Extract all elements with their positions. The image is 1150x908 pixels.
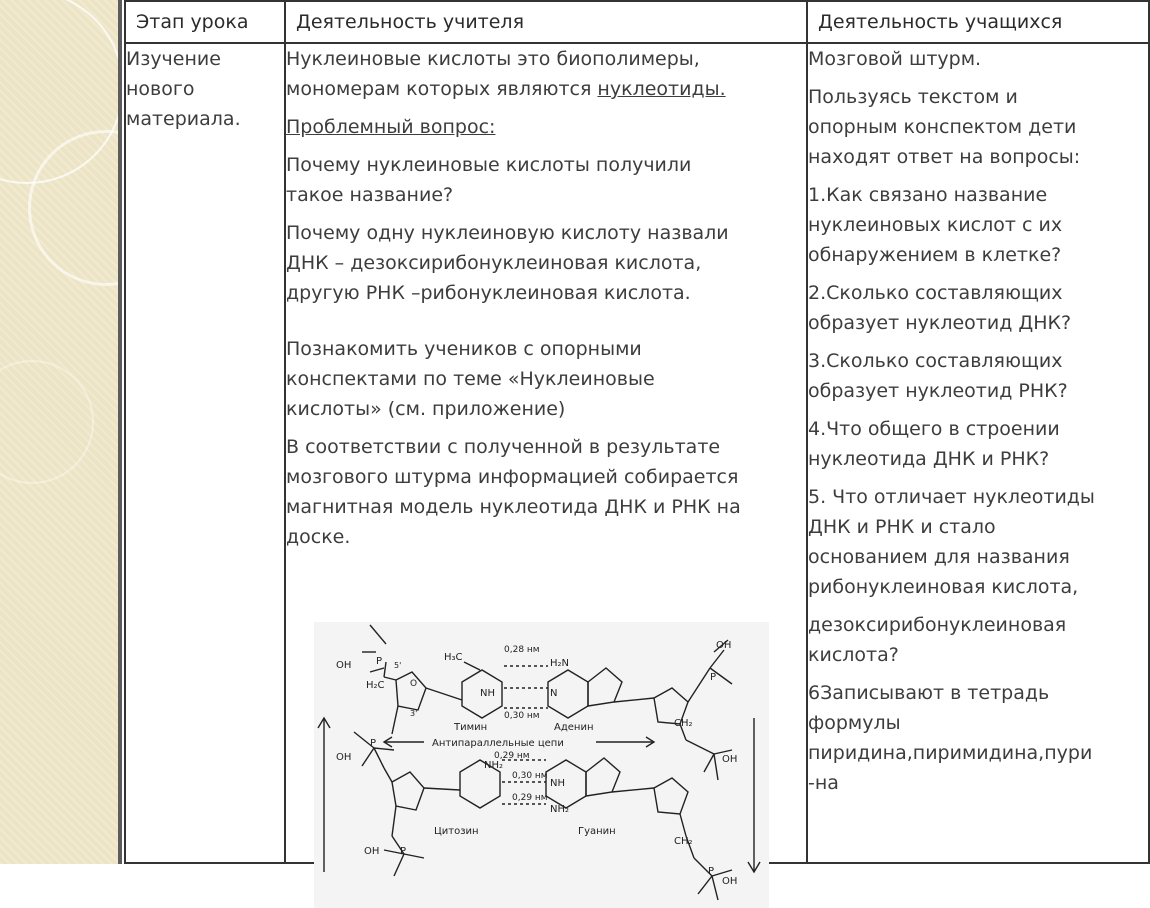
header-teacher: Деятельность учителя — [285, 1, 807, 43]
diagram-label: OH — [336, 660, 352, 671]
diagram-label: NH — [480, 688, 495, 699]
text-line: другую РНК –рибонуклеиновая кислота. — [286, 282, 691, 304]
students-instructions — [808, 82, 1148, 172]
text-line: 1.Как связано название — [808, 184, 1048, 206]
text-line: ДНК – дезоксирибонуклеиновая кислота, — [286, 252, 702, 274]
diagram-label: Аденин — [554, 722, 594, 733]
text-line: ДНК и РНК и стало — [808, 516, 996, 538]
diagram-label: 3' — [410, 709, 418, 718]
diagram-label: OH — [716, 640, 732, 651]
diagram-label: NH₂ — [550, 804, 570, 815]
diagram-label: Тимин — [454, 722, 488, 733]
side-divider — [118, 0, 122, 864]
diagram-label: NH₂ — [484, 760, 504, 771]
diagram-label: Антипараллельные цепи — [432, 738, 564, 749]
problem-question-label — [286, 112, 806, 142]
diagram-label: 0,29 нм — [512, 793, 548, 803]
diagram-label: Цитозин — [434, 826, 479, 837]
nucleotides-term: нуклеотиды. — [597, 78, 726, 100]
teacher-question-1 — [286, 150, 806, 210]
text-line: кислоты» (см. приложение) — [286, 398, 566, 420]
student-question-5-continued — [808, 610, 1148, 670]
text-line: мозгового штурма информацией собирается — [286, 466, 739, 488]
text-line: доске. — [286, 526, 351, 548]
diagram-label: 0,30 нм — [512, 771, 548, 781]
decorative-side-panel — [0, 0, 122, 864]
diagram-label: 0,30 нм — [504, 711, 540, 721]
text-line: кислота? — [808, 644, 899, 666]
diagram-label: OH — [722, 876, 738, 887]
student-question-1 — [808, 180, 1148, 270]
teacher-question-2 — [286, 218, 806, 308]
text-line: рибонуклеиновая кислота, — [808, 576, 1079, 598]
dna-structure-figure — [314, 622, 769, 908]
student-question-5 — [808, 482, 1148, 602]
teacher-intro-notes — [286, 334, 806, 424]
student-question-4 — [808, 414, 1148, 474]
text-line: формулы — [808, 712, 901, 734]
diagram-label: P — [710, 672, 717, 683]
diagram-label: H₃C — [444, 652, 463, 663]
text-line: 4.Что общего в строении — [808, 418, 1060, 440]
text-line: Проблемный вопрос: — [286, 116, 496, 138]
teacher-intro — [286, 44, 806, 104]
diagram-label: 0,28 нм — [504, 645, 540, 655]
text-line: мономерам которых являются — [286, 78, 598, 100]
diagram-label: OH — [722, 754, 738, 765]
text-line: 3.Сколько составляющих — [808, 350, 1063, 372]
student-task — [808, 678, 1148, 798]
text-line: В соответствии с полученной в результате — [286, 436, 721, 458]
text-line: конспектами по теме «Нуклеиновые — [286, 368, 655, 390]
stage-cell — [125, 43, 285, 863]
text-line: Мозговой штурм. — [808, 48, 982, 70]
text-line: магнитная модель нуклеотида ДНК и РНК на — [286, 496, 741, 518]
diagram-label: OH — [336, 752, 352, 763]
text-line: нуклеиновых кислот с их — [808, 214, 1063, 236]
diagram-label: H₂N — [550, 658, 570, 669]
diagram-label: P — [400, 846, 407, 857]
text-line: находят ответ на вопросы: — [808, 146, 1081, 168]
diagram-label: 5' — [394, 661, 402, 670]
diagram-label: CH₂ — [674, 836, 693, 847]
diagram-label: H₂C — [366, 680, 385, 691]
student-question-3 — [808, 346, 1148, 406]
text-line: основанием для названия — [808, 546, 1070, 568]
text-line: Почему нуклеиновые кислоты получили — [286, 154, 692, 176]
header-stage: Этап урока — [125, 1, 285, 43]
diagram-label: OH — [364, 846, 380, 857]
students-cell — [807, 43, 1149, 863]
text-line: Пользуясь текстом и — [808, 86, 1018, 108]
stage-line: Изучение — [126, 48, 221, 70]
diagram-label: Гуанин — [578, 826, 616, 837]
text-line: 2.Сколько составляющих — [808, 282, 1063, 304]
text-line: образует нуклеотид РНК? — [808, 380, 1068, 402]
header-students: Деятельность учащихся — [807, 1, 1149, 43]
table-header-row — [125, 1, 1149, 43]
stage-line: материала. — [126, 108, 241, 130]
diagram-label: P — [708, 866, 715, 877]
table-row — [125, 43, 1149, 863]
text-line: обнаружением в клетке? — [808, 244, 1062, 266]
text-line: дезоксирибонуклеиновая — [808, 614, 1067, 636]
diagram-label: P — [370, 738, 377, 749]
text-line: Нуклеиновые кислоты это биополимеры, — [286, 48, 700, 70]
text-line: пиридина,пиримидина,пури — [808, 742, 1093, 764]
text-line: -на — [808, 772, 839, 794]
diagram-label: NH — [550, 778, 565, 789]
diagram-label: O — [410, 679, 418, 689]
text-line: нуклеотида ДНК и РНК? — [808, 448, 1050, 470]
diagram-label: CH₂ — [674, 718, 693, 729]
diagram-label: 0,29 нм — [494, 751, 530, 761]
stage-line: нового — [126, 78, 195, 100]
text-line: такое название? — [286, 184, 454, 206]
text-line: Почему одну нуклеиновую кислоту назвали — [286, 222, 729, 244]
diagram-label: P — [376, 656, 383, 667]
diagram-label: N — [550, 688, 558, 699]
text-line: образует нуклеотид ДНК? — [808, 312, 1072, 334]
teacher-cell — [285, 43, 807, 887]
text-line: 6Записывают в тетрадь — [808, 682, 1050, 704]
teacher-model-assembly — [286, 432, 806, 552]
student-question-2 — [808, 278, 1148, 338]
text-line: 5. Что отличает нуклеотиды — [808, 486, 1095, 508]
text-line: Познакомить учеников с опорными — [286, 338, 642, 360]
text-line: опорным конспектом дети — [808, 116, 1077, 138]
decorative-ring — [0, 360, 94, 484]
lesson-plan-table — [124, 0, 1150, 887]
dna-diagram — [314, 622, 769, 908]
